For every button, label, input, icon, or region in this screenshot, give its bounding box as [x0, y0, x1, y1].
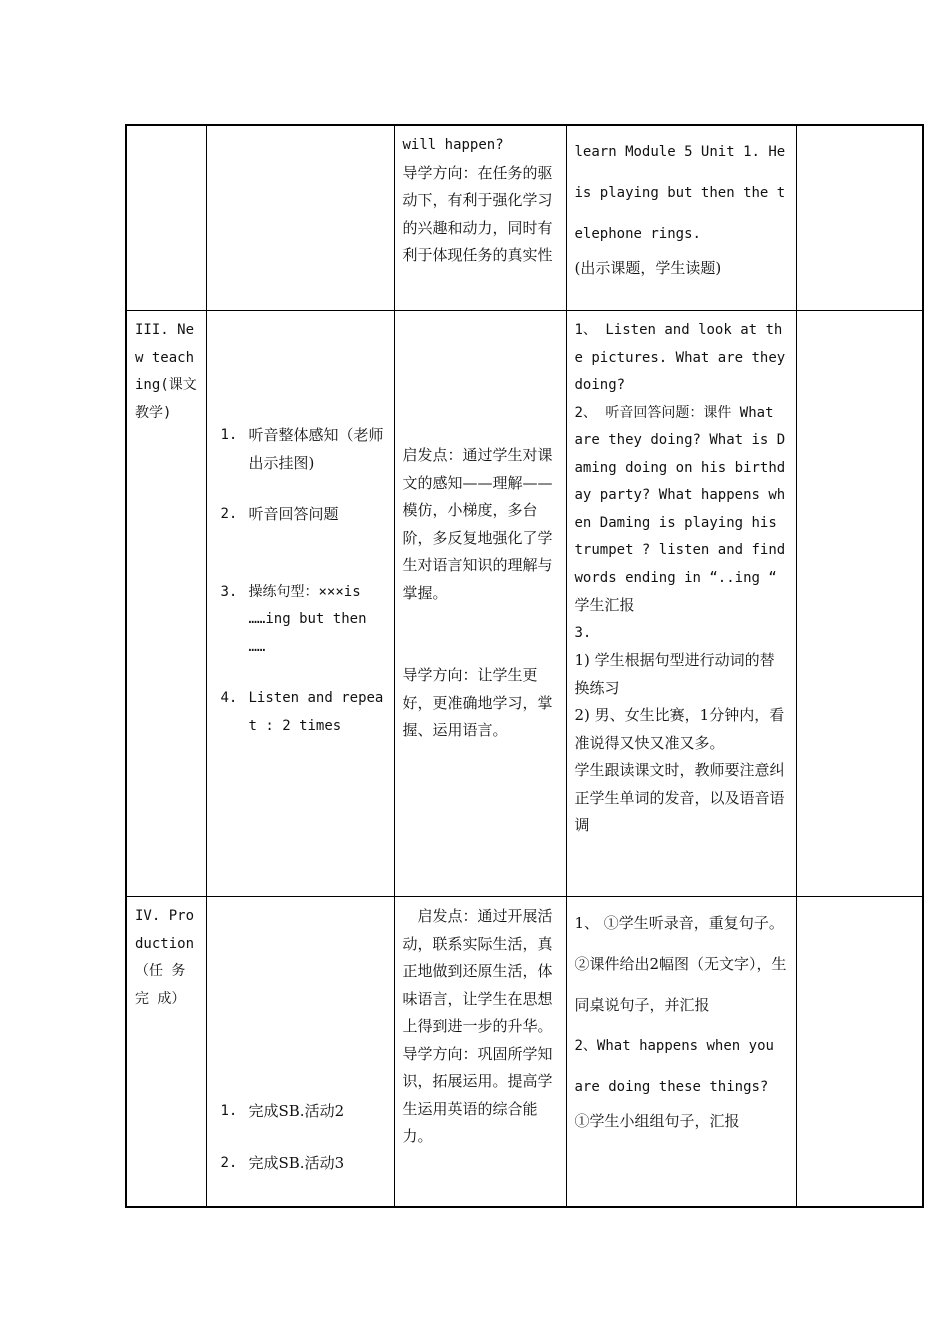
student-activity-cell — [566, 897, 796, 1208]
step-text: 3. — [574, 624, 592, 641]
lesson-plan-table — [125, 124, 924, 1208]
guidance-text: 导学方向：让学生更好，更准确地学习，掌握、运用语言。 — [402, 666, 553, 739]
list-item — [221, 1098, 386, 1126]
step-text: ①学生小组组句子，汇报 — [574, 1112, 740, 1130]
student-activity-cell — [566, 125, 796, 311]
list-item — [221, 579, 386, 662]
notes-cell — [796, 897, 923, 1208]
activity-cell — [206, 125, 394, 311]
item-number: 3. — [220, 583, 238, 600]
item-number: 2. — [220, 1154, 238, 1171]
guidance-text: 导学方向：巩固所学知识，拓展运用。提高学生运用英语的综合能力。 — [402, 1044, 553, 1145]
intent-cell — [394, 311, 566, 897]
step-text: 2、What happens when you are doing these things? — [574, 1038, 774, 1095]
step-text: 1) 学生根据句型进行动词的替换练习 — [574, 651, 775, 697]
question-text: will happen? — [402, 137, 504, 153]
notes-cell — [796, 311, 923, 897]
step-text: 2) 男、女生比赛，1分钟内，看准说得又快又准又多。 — [574, 706, 785, 752]
item-number: 4. — [220, 690, 238, 706]
step-text: 1、 Listen and look at the pictures. What are they doing? — [574, 322, 786, 393]
item-text: 听音整体感知（老师出示挂图) — [248, 426, 384, 472]
table-row — [126, 897, 923, 1208]
activity-cell — [206, 897, 394, 1208]
list-item — [221, 685, 386, 740]
list-item — [221, 422, 386, 477]
step-text: 2、 听音回答问题：课件 What are they doing? What is Daming doing on his birthday party? What happens when Daming is playing his trumpet ? listen and find words ending in “..ing “ — [574, 404, 786, 586]
item-text: 听音回答问题 — [248, 505, 339, 523]
table-row — [126, 125, 923, 311]
stage-title: III. New teaching(课文教学) — [135, 322, 197, 421]
inspiration-text: 启发点：通过开展活动，联系实际生活，真正地做到还原生活，体味语言，让学生在思想上得到进一步的升华。 — [402, 907, 553, 1035]
item-number: 2. — [220, 506, 238, 522]
stage-cell — [126, 897, 206, 1208]
table-row — [126, 311, 923, 897]
module-title-text: learn Module 5 Unit 1. He is playing but then the telephone rings. — [574, 144, 786, 242]
item-text: 完成SB.活动3 — [248, 1153, 345, 1172]
guidance-text: 导学方向：在任务的驱动下，有利于强化学习的兴趣和动力，同时有利于体现任务的真实性 — [402, 163, 553, 264]
stage-cell — [126, 311, 206, 897]
intent-cell — [394, 897, 566, 1208]
list-item — [221, 501, 386, 529]
step-text: 1、 ①学生听录音，重复句子。 — [574, 914, 784, 932]
inspiration-text: 启发点：通过学生对课文的感知——理解——模仿，小梯度，多台阶，多反复地强化了学生对语言知识的理解与掌握。 — [402, 446, 553, 602]
note-text: (出示课题，学生读题) — [574, 259, 722, 277]
student-activity-cell — [566, 311, 796, 897]
stage-title: IV. Production（任 务 完 成） — [135, 908, 195, 1007]
intent-cell — [394, 125, 566, 311]
item-number: 1. — [220, 1103, 238, 1119]
item-text: 完成SB.活动2 — [248, 1102, 345, 1120]
activity-cell — [206, 311, 394, 897]
notes-cell — [796, 125, 923, 311]
item-text: Listen and repeat : 2 times — [248, 690, 384, 734]
item-number: 1. — [220, 427, 238, 443]
item-text: 操练句型：×××is ……ing but then …… — [248, 583, 367, 655]
step-text: 学生跟读课文时，教师要注意纠正学生单词的发音，以及语音语调 — [574, 761, 785, 834]
list-item — [221, 1150, 386, 1178]
step-text: ②课件给出2幅图（无文字），生同桌说句子，并汇报 — [574, 955, 787, 1014]
step-text: 学生汇报 — [574, 596, 635, 614]
stage-cell — [126, 125, 206, 311]
